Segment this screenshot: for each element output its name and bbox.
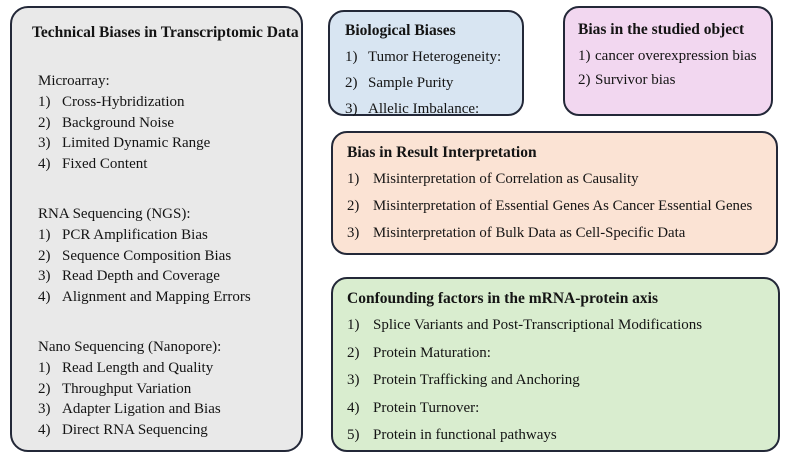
biological-items [345,49,512,117]
item-number [347,317,373,333]
list-item: Adapter Ligation and Bias [38,399,289,420]
biological-biases-box [328,10,524,116]
item-number [347,225,373,241]
list-item: Survivor bias [578,72,763,88]
nano-seq-heading: Nano Sequencing (Nanopore): [38,338,222,355]
technical-biases-title: Technical Biases in Transcriptomic Data [32,24,299,41]
list-item: Splice Variants and Post-Transcriptional Modifications [347,317,768,333]
result-interpretation-bias-title: Bias in Result Interpretation [347,144,537,161]
list-item: Misinterpretation of Essential Genes As Cancer Essential Genes [347,198,766,214]
interpretation-items [347,171,766,241]
list-item: Background Noise [38,113,289,134]
list-item: Protein Trafficking and Anchoring [347,372,768,388]
item-number [38,133,62,154]
confounding-factors-title: Confounding factors in the mRNA-protein axis [347,290,659,307]
list-item: Alignment and Mapping Errors [38,287,289,308]
item-number [345,101,368,117]
item-number [345,75,368,91]
studied-object-bias-box [563,6,773,116]
biological-biases-title: Biological Biases [345,22,456,39]
item-number [38,399,62,420]
microarray-section [38,71,289,175]
item-number [38,246,62,267]
list-item: Throughput Variation [38,379,289,400]
item-number [38,92,62,113]
item-number [347,171,373,187]
list-item: Limited Dynamic Range [38,133,289,154]
list-item: Misinterpretation of Correlation as Causality [347,171,766,187]
item-number [345,49,368,65]
list-item: Protein Maturation: [347,345,768,361]
item-number [347,372,373,388]
item-number [347,198,373,214]
list-item: Fixed Content [38,154,289,175]
item-number [38,113,62,134]
item-number [578,48,595,64]
item-number [38,420,62,441]
list-item: Protein in functional pathways [347,427,768,443]
list-item: Tumor Heterogeneity: [345,49,512,65]
list-item: Sample Purity [345,75,512,91]
result-interpretation-bias-box [331,131,778,255]
list-item: Misinterpretation of Bulk Data as Cell-Specific Data [347,225,766,241]
item-number [578,72,595,88]
rna-seq-items [38,225,289,308]
confounding-items [347,317,768,443]
microarray-heading: Microarray: [38,73,110,89]
list-item: Read Length and Quality [38,358,289,379]
item-number [38,358,62,379]
list-item: Direct RNA Sequencing [38,420,289,441]
item-number [38,379,62,400]
list-item: Protein Turnover: [347,400,768,416]
item-number [38,225,62,246]
item-number [38,266,62,287]
item-number [38,287,62,308]
list-item: Cross-Hybridization [38,92,289,113]
rna-seq-section [38,204,289,308]
nano-seq-items [38,358,289,441]
item-number [347,427,373,443]
item-number [347,345,373,361]
technical-biases-box [10,6,303,452]
list-item: Read Depth and Coverage [38,266,289,287]
item-number [347,400,373,416]
rna-seq-heading: RNA Sequencing (NGS): [38,205,191,222]
list-item: Allelic Imbalance: [345,101,512,117]
list-item: PCR Amplification Bias [38,225,289,246]
studied-object-bias-title: Bias in the studied object [578,21,745,38]
nano-seq-section [38,337,289,441]
confounding-factors-box [331,277,780,452]
list-item: Sequence Composition Bias [38,246,289,267]
microarray-items [38,92,289,175]
studied-object-items [578,48,763,88]
item-number [38,154,62,175]
list-item: cancer overexpression bias [578,48,763,64]
